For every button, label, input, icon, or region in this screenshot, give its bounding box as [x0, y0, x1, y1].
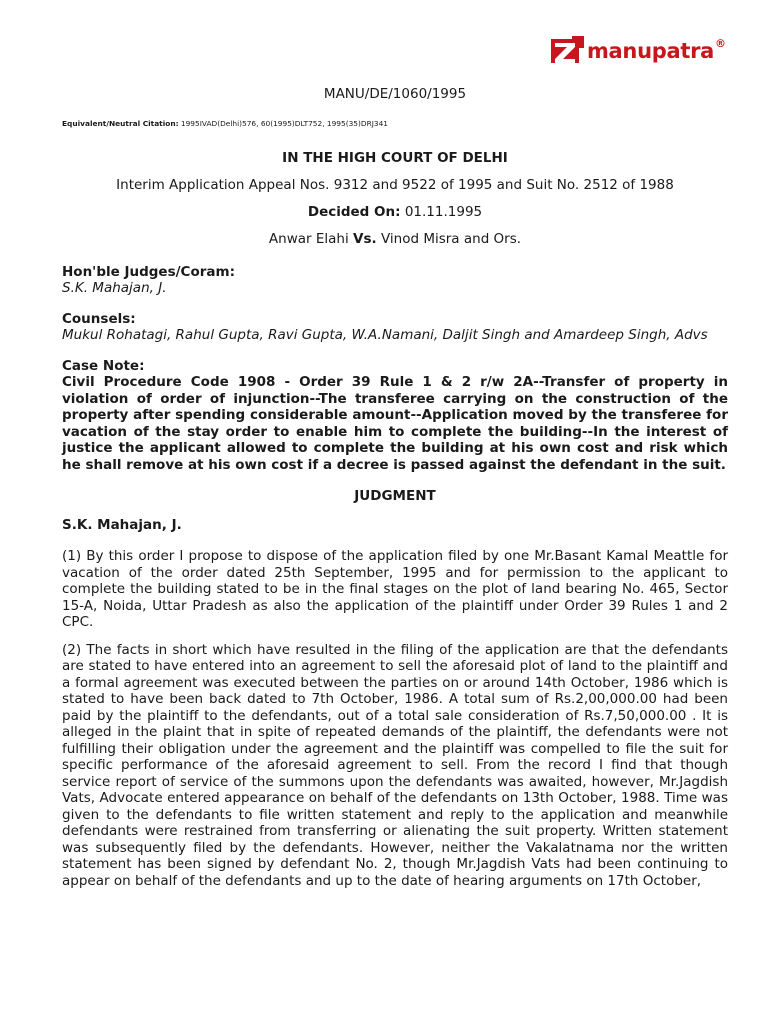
manupatra-logo	[550, 36, 726, 66]
logo-text: manupatra	[586, 39, 714, 63]
counsels-label: Counsels:	[62, 311, 136, 327]
citation-value: 1995IVAD(Delhi)576, 60(1995)DLT752, 1995(35)DRJ341	[178, 119, 388, 128]
decided-date: 01.11.1995	[400, 204, 483, 220]
court-name: IN THE HIGH COURT OF DELHI	[282, 150, 508, 166]
manu-citation-id: MANU/DE/1060/1995	[323, 86, 467, 102]
case-parties	[62, 231, 728, 247]
judgment-heading: JUDGMENT	[354, 488, 436, 504]
counsels-value: Mukul Rohatagi, Rahul Gupta, Ravi Gupta, W.A.Namani, Daljit Singh and Amardeep Singh, Advs	[62, 327, 708, 343]
manupatra-logo-icon	[550, 36, 584, 66]
party-respondent: Vinod Misra and Ors.	[376, 231, 522, 247]
decided-label: Decided On:	[307, 204, 401, 220]
judgment-paragraph-1: (1) By this order I propose to dispose of the application filed by one Mr.Basant Kamal Meattle for vacation of the order dated 25th September, 1995 and for permission to the applicant to complete the building stated to be in the final stages on the plot of land bearing No. 465, Sector 15-A, Noida, Uttar Pradesh as also the application of the plaintiff under Order 39 Rules 1 and 2 CPC.	[62, 548, 728, 630]
versus-label: Vs.	[353, 231, 377, 247]
case-note-section	[62, 358, 728, 473]
decided-on	[62, 204, 728, 220]
case-note-text: Civil Procedure Code 1908 - Order 39 Rule 1 & 2 r/w 2A--Transfer of property in violation of order of injunction--The transferee carrying on the construction of the property after spending considerable amount--Application moved by the transferee for vacation of the stay order to enable him to complete the building--In the interest of justice the applicant allowed to complete the building at his own cost and risk which he shall remove at his own cost if a decree is passed against the defendant in the suit.	[62, 374, 728, 473]
judgment-paragraph-2: (2) The facts in short which have resulted in the filing of the application are that the defendants are stated to have entered into an agreement to sell the aforesaid plot of land to the plaintiff and a formal agreement was executed between the parties on or around 14th October, 1986 which is stated to have been back dated to 7th October, 1986. A total sum of Rs.2,00,000.00 had been paid by the plaintiff to the defendants, out of a total sale consideration of Rs.7,50,000.00 . It is alleged in the plaint that in spite of repeated demands of the plaintiff, the defendants were not fulfilling their obligation under the agreement and the plaintiff was compelled to file the suit for specific performance of the aforesaid agreement to sell. From the record I find that though service report of service of the summons upon the defendants was awaited, however, Mr.Jagdish Vats, Advocate entered appearance on behalf of the defendants on 13th October, 1988. Time was given to the defendants to file written statement and reply to the application and meanwhile defendants were restrained from transferring or alienating the suit property. Written statement was subsequently filed by the defendants. However, neither the Vakalatnama nor the written statement has been signed by defendant No. 2, though Mr.Jagdish Vats had been continuing to appear on behalf of the defendants and up to the date of hearing arguments on 17th October,	[62, 641, 728, 889]
appeal-numbers: Interim Application Appeal Nos. 9312 and 9522 of 1995 and Suit No. 2512 of 1988	[116, 177, 674, 193]
registered-mark: ®	[715, 36, 726, 50]
citation-label: Equivalent/Neutral Citation:	[62, 119, 179, 128]
judges-section	[62, 264, 728, 296]
equivalent-citation	[62, 119, 728, 128]
judges-label: Hon'ble Judges/Coram:	[62, 264, 235, 280]
judges-value: S.K. Mahajan, J.	[62, 280, 167, 296]
party-petitioner: Anwar Elahi	[268, 231, 354, 247]
document-body	[62, 86, 728, 900]
judgment-author: S.K. Mahajan, J.	[62, 517, 182, 533]
case-note-label: Case Note:	[62, 358, 145, 374]
counsels-section	[62, 311, 728, 343]
